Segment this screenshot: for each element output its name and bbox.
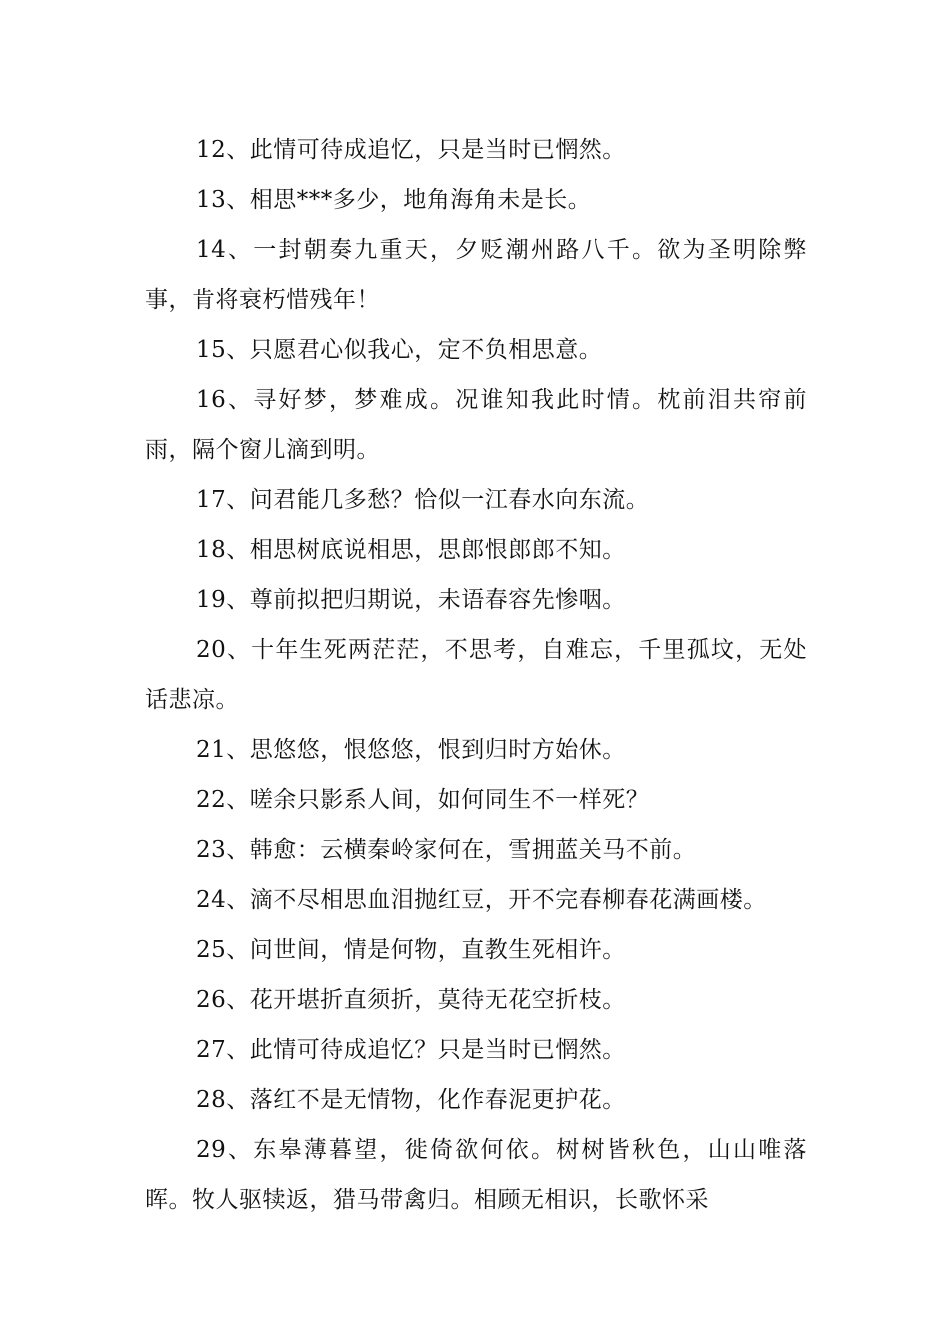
paragraph-21: 21、思悠悠，恨悠悠，恨到归时方始休。 — [196, 737, 626, 763]
paragraph-13: 13、相思***多少，地角海角未是长。 — [196, 187, 592, 213]
paragraph-16: 16、寻好梦，梦难成。况谁知我此时情。枕前泪共帘前雨，隔个窗儿滴到明。 — [145, 387, 807, 463]
document-body — [145, 125, 807, 1225]
paragraph-12: 12、此情可待成追忆，只是当时已惘然。 — [196, 137, 626, 163]
paragraph-17: 17、问君能几多愁？恰似一江春水向东流。 — [196, 487, 650, 513]
paragraph-26: 26、花开堪折直须折，莫待无花空折枝。 — [196, 987, 626, 1013]
paragraph-28: 28、落红不是无情物，化作春泥更护花。 — [196, 1087, 626, 1113]
paragraph-15: 15、只愿君心似我心，定不负相思意。 — [196, 337, 603, 363]
paragraph-22: 22、嗟余只影系人间，如何同生不一样死？ — [196, 787, 650, 813]
paragraph-19: 19、尊前拟把归期说，未语春容先惨咽。 — [196, 587, 626, 613]
paragraph-25: 25、问世间，情是何物，直教生死相许。 — [196, 937, 626, 963]
paragraph-24: 24、滴不尽相思血泪抛红豆，开不完春柳春花满画楼。 — [196, 887, 767, 913]
paragraph-14: 14、一封朝奏九重天，夕贬潮州路八千。欲为圣明除弊事，肯将衰朽惜残年！ — [145, 237, 807, 313]
paragraph-27: 27、此情可待成追忆？只是当时已惘然。 — [196, 1037, 626, 1063]
paragraph-23: 23、韩愈：云横秦岭家何在，雪拥蓝关马不前。 — [196, 837, 697, 863]
paragraph-20: 20、十年生死两茫茫，不思考，自难忘，千里孤坟，无处话悲凉。 — [145, 637, 807, 713]
paragraph-29: 29、东皋薄暮望，徙倚欲何依。树树皆秋色，山山唯落晖。牧人驱犊返，猎马带禽归。相顾无相识，长歌怀采 — [145, 1137, 807, 1213]
paragraph-18: 18、相思树底说相思，思郎恨郎郎不知。 — [196, 537, 626, 563]
